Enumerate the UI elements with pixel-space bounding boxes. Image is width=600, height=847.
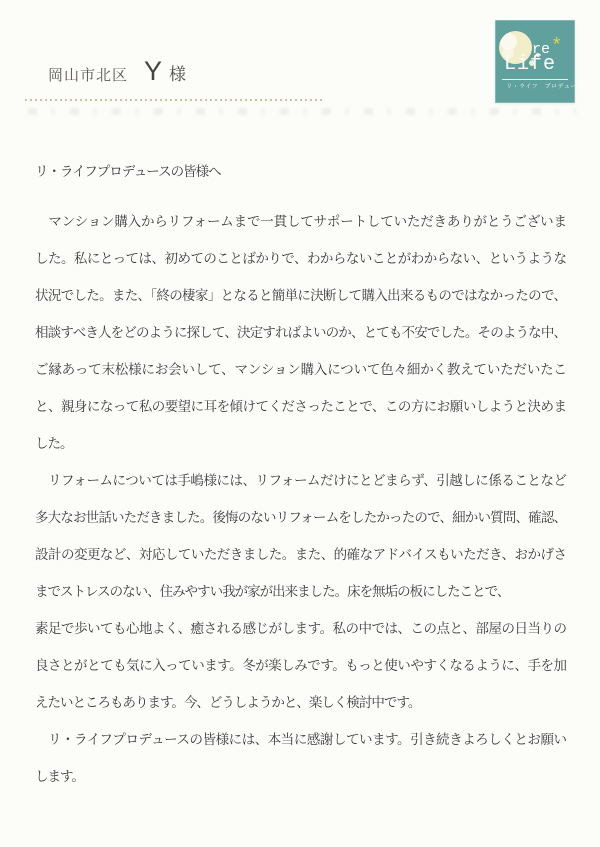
letter-line: 状況でした。また、「終の棲家」となると簡単に決断して購入出来るものではなかったので、 (35, 288, 566, 303)
letter-line: した。 (35, 436, 73, 451)
letter-body (35, 153, 566, 795)
letter-line: マンション購入からリフォームまで一貫してサポートしていただきありがとうございま (35, 214, 566, 229)
letter-line: した。私にとっては、初めてのことばかりで、わからないことがわからない、というような (35, 251, 566, 266)
letter-line: 設計の変更など、対応していただきました。また、的確なアドバイスもいただき、おかげさ (35, 547, 566, 562)
recipient-line (48, 56, 186, 87)
letter-line: 多大なお世話いただきました。後悔のないリフォームをしたかったので、細かい質問、確認、 (35, 510, 566, 525)
letter-line: 素足で歩いても心地よく、癒される感じがします。私の中では、この点と、部屋の日当りの (35, 621, 566, 636)
logo-re-letters: re (532, 41, 551, 58)
letter-line: 相談すべき人をどのように探して、決定すればよいのか、とても不安でした。そのような中、 (35, 325, 566, 340)
recipient-initial: Y (144, 56, 163, 86)
letter-line: ご縁あって末松様にお会いして、マンション購入について色々細かく教えていただいたこ (35, 362, 566, 377)
recipient-honorific: 様 (169, 65, 187, 84)
letter-line: します。 (35, 769, 84, 784)
bleed-through-marks (28, 108, 576, 115)
letter-line: リフォームについては手嶋様には、リフォームだけにとどまらず、引越しに係ることなど (35, 473, 566, 488)
letter-line: までストレスのない、住みやすい我が家が出来ました。床を無垢の板にしたことで、 (35, 584, 510, 599)
letter-line: リ・ライフプロデュースの皆様には、本当に感謝しています。引き続きよろしくとお願い (35, 732, 566, 747)
logo-divider (502, 79, 568, 80)
letter-salutation: リ・ライフプロデュースの皆様へ (35, 164, 221, 179)
letter-line: えたいところもあります。今、どうしようかと、楽しく検討中です。 (35, 695, 421, 710)
logo-tagline: リ・ライフ プロデュース (506, 82, 584, 90)
letter-line: と、親身になって私の要望に耳を傾けてくださったことで、この方にお願いしようと決めま (35, 399, 566, 414)
relife-logo (495, 20, 584, 103)
letter-line: 良さとがとても気に入っています。冬が楽しみです。もっと使いやすくなるように、手を加 (35, 658, 566, 673)
logo-life-text: Life (504, 53, 557, 76)
logo-star-icon: * (551, 35, 563, 57)
recipient-city: 岡山市北区 (48, 67, 129, 84)
dotted-separator (25, 99, 323, 101)
